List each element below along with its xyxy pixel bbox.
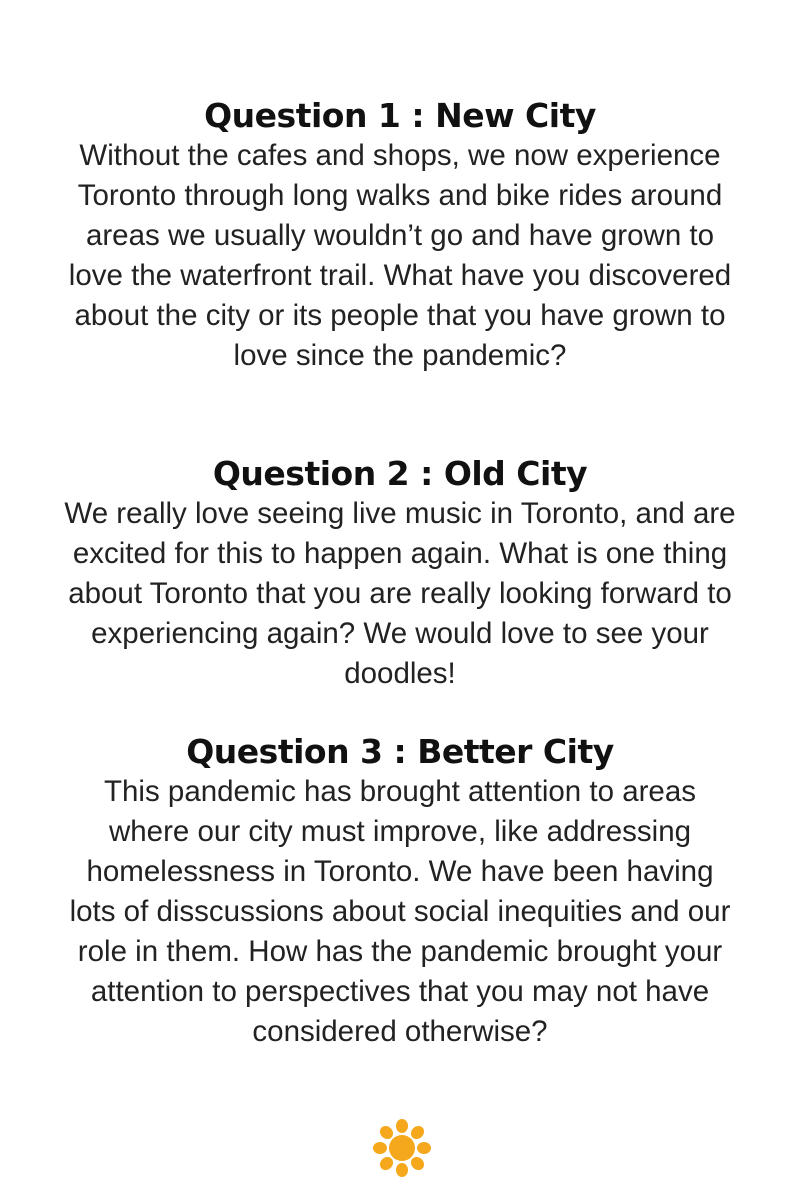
flower-icon	[372, 1118, 432, 1178]
question-1-section	[60, 96, 740, 376]
question-3-title: Question 3 : Better City	[186, 732, 614, 771]
question-3-section	[60, 732, 740, 1052]
question-2-title: Question 2 : Old City	[212, 454, 588, 493]
flower-icon-graphic	[372, 1118, 432, 1178]
question-2-body: We really love seeing live music in Toronto, and are excited for this to happen again. What is one thing about Toronto that you are really looking forward to experiencing again? We would love to see your doodles!	[64, 497, 736, 690]
question-2-section	[60, 454, 740, 694]
question-3-body: This pandemic has brought attention to areas where our city must improve, like addressing homelessness in Toronto. We have been having lots of disscussions about social inequities and our role in them. How has the pandemic brought your attention to perspectives that you may not have considered otherwise?	[69, 775, 731, 1048]
question-1-body: Without the cafes and shops, we now experience Toronto through long walks and bike rides around areas we usually wouldn’t go and have grown to love the waterfront trail. What have you discovered about the city or its people that you have grown to love since the pandemic?	[68, 139, 732, 372]
question-1-title: Question 1 : New City	[204, 96, 596, 135]
